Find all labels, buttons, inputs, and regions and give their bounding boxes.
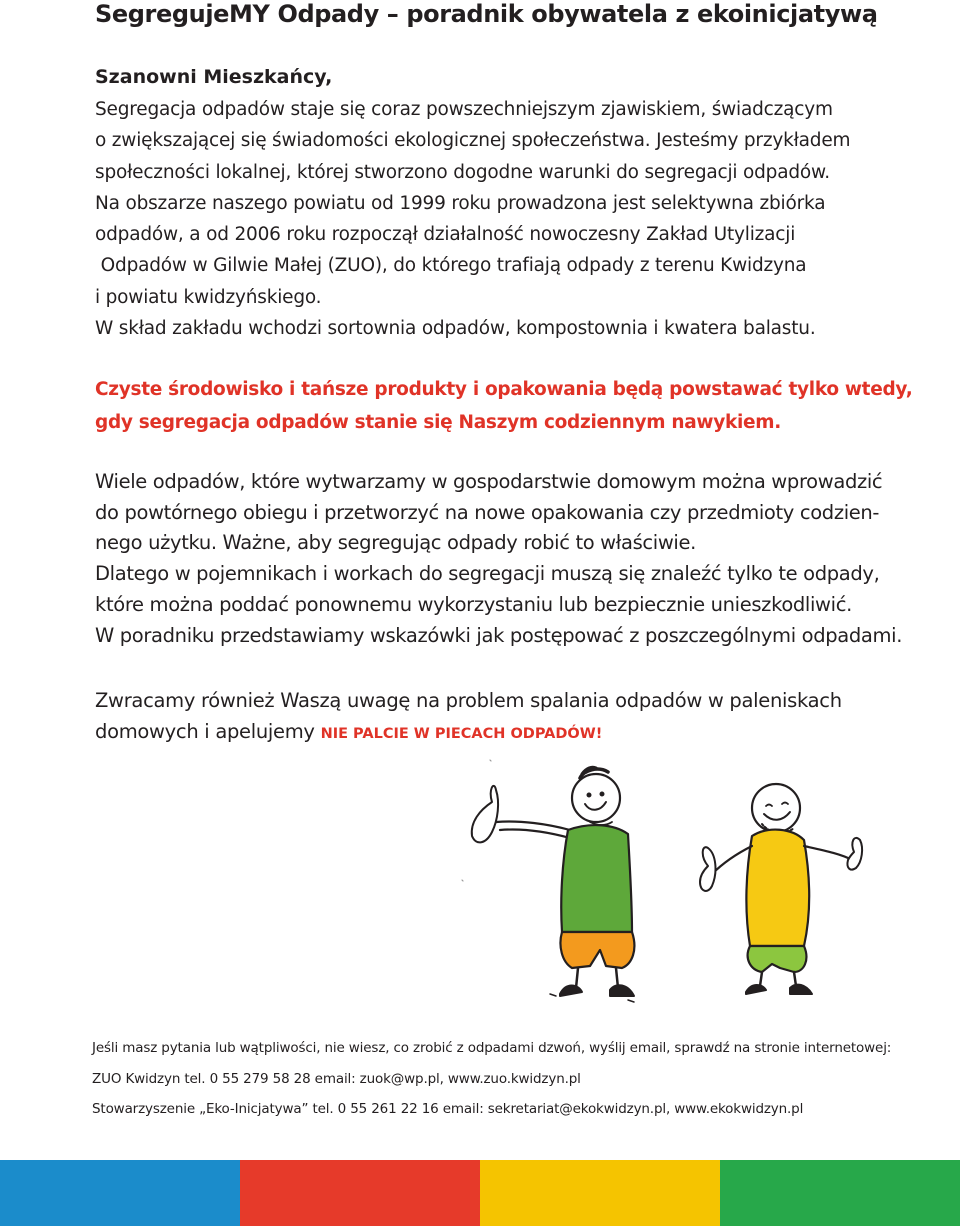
- intro-line: odpadów, a od 2006 roku rozpoczął działalność nowoczesny Zakład Utylizacji: [95, 224, 796, 246]
- blue-stripe: [0, 1160, 240, 1226]
- body-line: Dlatego w pojemnikach i workach do segregacji muszą się znaleźć tylko te odpady,: [95, 562, 880, 586]
- intro-line: Odpadów w Gilwie Małej (ZUO), do którego trafiają odpady z terenu Kwidzyna: [95, 255, 807, 277]
- page-title: SegregujeMY Odpady – poradnik obywatela z ekoinicjatywą: [95, 0, 878, 28]
- intro-line: i powiatu kwidzyńskiego.: [95, 286, 322, 308]
- red-stripe: [240, 1160, 480, 1226]
- yellow-stripe: [480, 1160, 720, 1226]
- intro-line: Segregacja odpadów staje się coraz powszechniejszym zjawiskiem, świadczącym: [95, 99, 833, 120]
- intro-line: Na obszarze naszego powiatu od 1999 roku prowadzona jest selektywna zbiórka: [95, 192, 826, 214]
- body-line: do powtórnego obiegu i przetworzyć na nowe opakowania czy przedmioty codzien-: [95, 500, 880, 524]
- highlight-line: Czyste środowisko i tańsze produkty i opakowania będą powstawać tylko wtedy,: [95, 379, 913, 400]
- body-line: które można poddać ponownemu wykorzystaniu lub bezpiecznie unieszkodliwić.: [95, 592, 852, 616]
- left-child-figure: [472, 767, 635, 1002]
- green-stripe: [720, 1160, 960, 1226]
- body-line: Wiele odpadów, które wytwarzamy w gospodarstwie domowym można wprowadzić: [95, 470, 883, 493]
- intro-line: społeczności lokalnej, której stworzono dogodne warunki do segregacji odpadów.: [95, 161, 830, 183]
- body-line: W poradniku przedstawiamy wskazówki jak postępować z poszczególnymi odpadami.: [95, 623, 903, 647]
- footer-question: Jeśli masz pytania lub wątpliwości, nie wiesz, co zrobić z odpadami dzwoń, wyślij email, sprawdź na stronie internetowej:: [92, 1040, 892, 1056]
- intro-line: o zwiększającej się świadomości ekologicznej społeczeństwa. Jesteśmy przykładem: [95, 130, 851, 152]
- appeal-paragraph: [95, 685, 842, 750]
- appeal-line: [95, 716, 842, 750]
- intro-line: W skład zakładu wchodzi sortownia odpadów, kompostownia i kwatera balastu.: [95, 318, 816, 340]
- appeal-emphasis: NIE PALCIE W PIECACH ODPADÓW!: [320, 726, 603, 742]
- appeal-prefix: domowych i apelujemy: [95, 720, 321, 743]
- color-stripes: [0, 1160, 960, 1226]
- body-line: nego użytku. Ważne, aby segregując odpady robić to właściwie.: [95, 531, 696, 555]
- appeal-line: Zwracamy również Waszą uwagę na problem spalania odpadów w paleniskach: [95, 689, 842, 712]
- body-paragraph: [95, 467, 902, 651]
- intro-paragraph: [95, 94, 850, 344]
- highlight-line: gdy segregacja odpadów stanie się Naszym codziennym nawykiem.: [95, 412, 781, 433]
- highlight-paragraph: [95, 373, 912, 439]
- greeting: Szanowni Mieszkańcy,: [95, 66, 333, 88]
- contact-footer: [92, 1033, 891, 1125]
- right-child-figure: [700, 784, 862, 994]
- children-illustration: [450, 750, 870, 1020]
- footer-eko-contact: Stowarzyszenie „Eko-Inicjatywa” tel. 0 55 261 22 16 email: sekretariat@ekokwidzyn.pl, www.ekokwidzyn.pl: [92, 1101, 804, 1117]
- footer-zuo-contact: ZUO Kwidzyn tel. 0 55 279 58 28 email: zuok@wp.pl, www.zuo.kwidzyn.pl: [92, 1070, 581, 1087]
